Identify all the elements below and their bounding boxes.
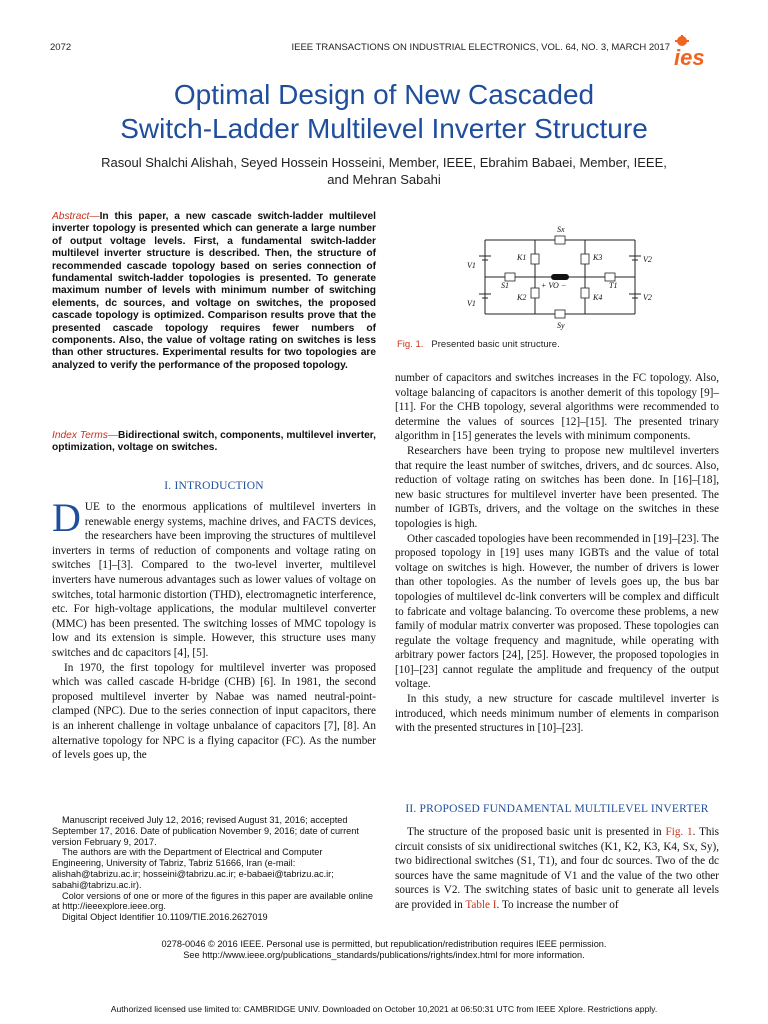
logo-text: ies (674, 45, 705, 70)
right-paragraph-1: number of capacitors and switches increases in the FC topology. Also, voltage balancing of capacitors is another demerit of this topology [9]–[11]. For the CHB topology, several algorithms were recommended to determine the values of sources [12]–[15]. The presented trinary algorithm in [15] generates the levels with minimum components. (395, 372, 719, 443)
title-line-2: Switch-Ladder Multilevel Inverter Structure (120, 113, 648, 144)
index-terms (52, 430, 376, 455)
label-v1b: V1 (467, 299, 476, 308)
table-1-link[interactable]: Table I (465, 898, 497, 911)
label-s1: S1 (501, 281, 509, 290)
figure-1-caption-text: Presented basic unit structure. (431, 339, 560, 350)
ies-logo (672, 35, 720, 71)
abstract-label: Abstract— (52, 211, 100, 222)
title-line-1: Optimal Design of New Cascaded (173, 79, 595, 110)
right-paragraph-2: Researchers have been trying to propose new multilevel inverters that require the least number of switches, drivers, and dc sources. Also, reduction of voltage rating on switches has been done. In [16]–[18], new basic structures for multilevel inverter have been presented. The number of IGBTs, drivers, and the voltage on the switches in these topologies is high. (395, 444, 719, 530)
journal-header: IEEE TRANSACTIONS ON INDUSTRIAL ELECTRONICS, VOL. 64, NO. 3, MARCH 2017 (291, 42, 670, 53)
abstract (52, 211, 376, 372)
copyright-line-1: 0278-0046 © 2016 IEEE. Personal use is permitted, but republication/redistribution requires IEEE permission. (161, 939, 607, 949)
figure-1-label: Fig. 1. (397, 339, 424, 350)
section-2-heading: II. PROPOSED FUNDAMENTAL MULTILEVEL INVERTER (405, 803, 709, 815)
copyright-line-2: See http://www.ieee.org/publications_standards/publications/rights/index.html for more information. (183, 950, 585, 960)
section-2-body (395, 825, 719, 913)
label-k1: K1 (517, 253, 527, 262)
label-v2b: V2 (643, 293, 652, 302)
footnote-doi: Digital Object Identifier 10.1109/TIE.2016.2627019 (62, 912, 268, 923)
label-sy: Sy (557, 321, 565, 330)
authors-line-2: and Mehran Sabahi (327, 172, 441, 187)
right-column-body (395, 371, 719, 736)
label-sx: Sx (557, 225, 565, 234)
label-k3: K3 (593, 253, 603, 262)
page-number: 2072 (50, 42, 72, 53)
footnote-color: Color versions of one or more of the figures in this paper are available online at http://ieeexplore.ieee.org. (52, 890, 374, 912)
s2-text-c: . To increase the number of (496, 898, 619, 911)
copyright-notice (50, 939, 718, 961)
fig-1-link[interactable]: Fig. 1 (665, 826, 693, 838)
label-v2a: V2 (643, 255, 652, 264)
s2-text-b: . This circuit consists of six unidirectional switches (K1, K2, K3, K4, Sx, Sy), two bidirectional switches (S1, T1), and four dc sources. Two of the dc sources have the same magnitude of V1 and the value of the two other sources is V2. The switching states of basic unit to generate all levels are provided in (395, 826, 719, 911)
index-terms-label: Index Terms— (52, 430, 118, 441)
section-2-paragraph-1 (395, 825, 719, 913)
label-vo: + VO − (541, 281, 567, 290)
figure-1-caption (397, 339, 560, 350)
authorized-use-notice: Authorized licensed use limited to: CAMBRIDGE UNIV. Downloaded on October 10,2021 at 06:50:31 UTC from IEEE Xplore. Restrictions apply. (110, 1004, 658, 1014)
label-t1: T1 (609, 281, 618, 290)
footnote-affiliation: The authors are with the Department of Electrical and Computer Engineering, University of Tabriz, Tabriz 51666, Iran (e-mail: alishah@tabrizu.ac.ir; hosseini@tabrizu.ac.ir; e-babaei@tabrizu.ac.ir; sabahi@tabrizu.ac.ir). (52, 847, 334, 890)
authors-line-1: Rasoul Shalchi Alishah, Seyed Hossein Hosseini, Member, IEEE, Ebrahim Babaei, Member, IEEE, (101, 155, 667, 170)
intro-paragraph-2: In 1970, the first topology for multilevel inverter was proposed which was called cascade H-bridge (CHB) [6]. In 1981, the second proposed multilevel inverter by Nabae was named neutral-point-clamped (NPC). Due to the series connection of input capacitors, there is an inherent challenge in voltage unbalance of capacitors [7], [8]. An alternative topology for NPC is a flying capacitor (FC). As the number of levels goes up, the (52, 661, 376, 762)
index-terms-text: Bidirectional switch, components, multilevel inverter, optimization, voltage on switches. (52, 430, 376, 454)
label-v1a: V1 (467, 261, 476, 270)
label-k4: K4 (593, 293, 603, 302)
intro-p1-text: UE to the enormous applications of multilevel inverters in renewable energy systems, machine drives, and FACTS devices, the researchers have been improving the structures of multilevel inverters in terms of reduction of components and voltage rating on switches [1]–[3]. Compared to the two-level inverter, multilevel inverters have numerous advantages such as lower values of voltage on switches, total harmonic distortion (THD), electromagnetic interference, etc. For high-voltage applications, the modular multilevel converter (MMC) has been presented. The switching losses of MMC topology is low and its extension is simple. However, this structure uses many switches and dc capacitors [4], [5]. (52, 501, 377, 659)
section-1-heading: I. INTRODUCTION (164, 480, 264, 492)
abstract-text: In this paper, a new cascade switch-ladder multilevel inverter topology is presented which can generate a large number of output voltage levels. First, a fundamental switch-ladder multilevel inverter structure is described. Then, the structure of recommended cascade topology based on series connection of fundamental switch-ladder topologies is presented. To generate maximum number of levels with minimum number of switching elements, dc sources, and voltage on switches, the proposed cascade topology is optimized. Comparison results prove that the presented cascade topology requires fewer numbers of components. Also, the value of voltage rating on switches is less than other structures. Experimental results for two topologies are analyzed to verify the performance of the proposed topology. (52, 211, 376, 371)
right-paragraph-3: Other cascaded topologies have been recommended in [19]–[23]. The proposed topology in [19] uses many IGBTs and the value of total voltage on switches is high. However, the number of drivers is lower than other topologies. As the number of levels goes up, the bus bar topologies of multilevel dc-link converters will be complex and difficult to fabricate and voltage balancing. To overcome these problems, a new family of modular matrix converter was proposed. These topologies can regulate the voltage frequency and magnitude, while operating with arbitrary power factors [24], [25]. However, the proposed topologies in [10]–[23] cannot regulate the amplitude and frequency of the output voltage. (395, 532, 719, 691)
right-paragraph-4: In this study, a new structure for cascade multilevel inverter is introduced, which needs minimum number of elements in comparison with the presented structures in [10]–[23]. (395, 693, 719, 735)
footnote (52, 815, 376, 923)
authors (50, 154, 718, 188)
section-1-body (52, 495, 377, 763)
dropcap: D (52, 495, 81, 540)
s2-text-a: The structure of the proposed basic unit is presented in (407, 826, 666, 838)
paper-title (50, 78, 718, 146)
intro-paragraph-1 (52, 495, 377, 661)
footnote-received: Manuscript received July 12, 2016; revised August 31, 2016; accepted September 17, 2016. Date of publication November 9, 2016; date of current version February 9, 2017. (52, 815, 359, 847)
label-k2: K2 (517, 293, 527, 302)
figure-1-circuit (455, 222, 665, 332)
